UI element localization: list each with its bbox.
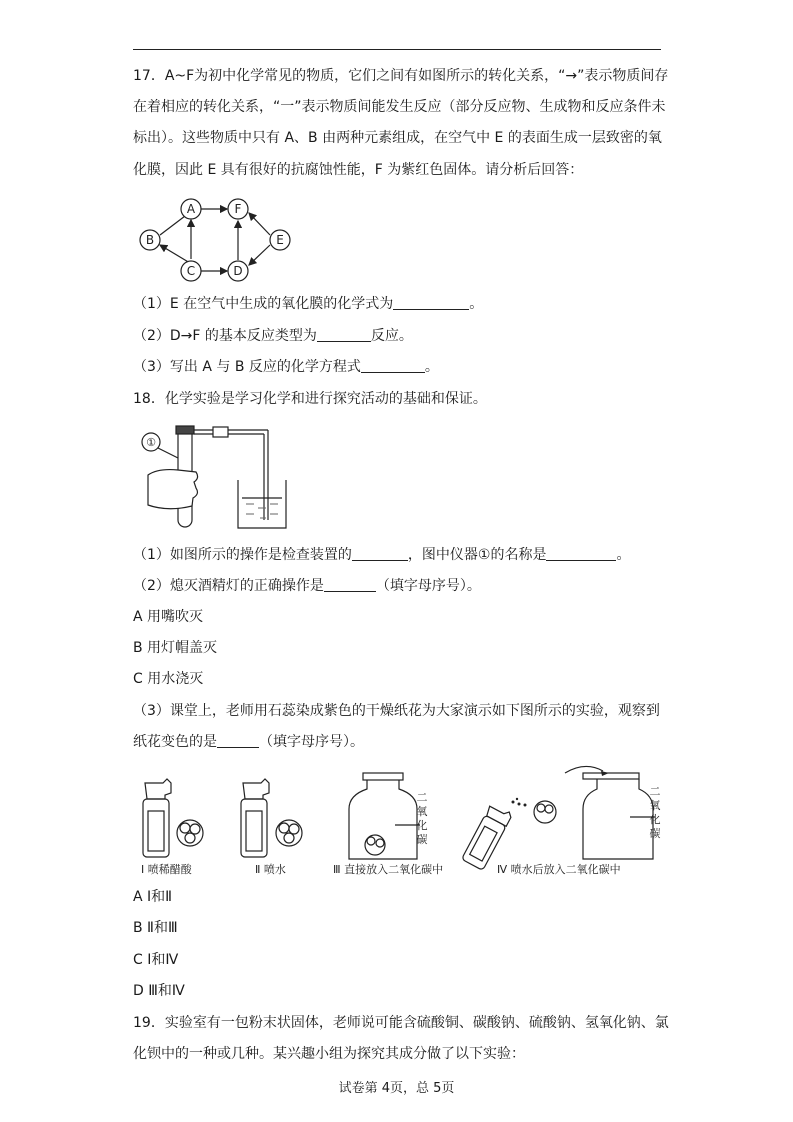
page-footer: 试卷第 4页，总 5页 xyxy=(338,1081,455,1096)
q17-sub2: （2）D→F 的基本反应类型为 反应。 xyxy=(133,328,413,344)
q17-sub1: （1）E 在空气中生成的氧化膜的化学式为 。 xyxy=(133,296,484,312)
q17-stem-line3: 标出）。这些物质中只有 A、B 由两种元素组成，在空气中 E 的表面生成一层致密的氧 xyxy=(133,130,662,146)
jar-label-char: 碳 xyxy=(649,827,661,840)
q18-sub3-line2: 纸花变色的是 （填字母序号）。 xyxy=(133,734,364,750)
answer-blank[interactable] xyxy=(324,577,376,592)
answer-blank[interactable] xyxy=(217,733,259,748)
option-b[interactable]: B 用灯帽盖灭 xyxy=(133,640,218,656)
option-d[interactable]: D Ⅲ和Ⅳ xyxy=(133,983,185,999)
litmus-paper-flower-experiment-figure xyxy=(135,755,665,880)
answer-blank[interactable] xyxy=(317,327,371,342)
answer-blank[interactable] xyxy=(352,546,408,561)
q18-stem: 18．化学实验是学习化学和进行探究活动的基础和保证。 xyxy=(133,391,487,407)
jar-label-char: 碳 xyxy=(416,833,428,846)
node-label: A xyxy=(186,202,196,216)
jar-label-char: 化 xyxy=(649,813,661,826)
header-rule xyxy=(133,49,661,50)
node-label: D xyxy=(233,264,243,278)
q18-sub1: （1）如图所示的操作是检查装置的 ，图中仪器①的名称是 。 xyxy=(133,547,631,563)
answer-blank[interactable] xyxy=(361,358,425,373)
option-c[interactable]: C 用水浇灭 xyxy=(133,671,204,687)
jar-label-char: 化 xyxy=(416,819,428,832)
caption-i: Ⅰ 喷稀醋酸 xyxy=(141,863,192,876)
option-c[interactable]: C Ⅰ和Ⅳ xyxy=(133,952,179,968)
airtightness-check-figure xyxy=(138,420,288,532)
q19-line2: 化钡中的一种或几种。某兴趣小组为探究其成分做了以下实验： xyxy=(133,1046,525,1062)
answer-blank[interactable] xyxy=(393,295,469,310)
option-a[interactable]: A 用嘴吹灭 xyxy=(133,609,204,625)
node-label: C xyxy=(186,264,196,278)
jar-label-char: 二 xyxy=(416,791,428,804)
q17-conversion-diagram xyxy=(135,195,295,285)
option-a[interactable]: A Ⅰ和Ⅱ xyxy=(133,889,173,905)
jar-label-char: 氧 xyxy=(649,799,661,812)
q17-stem-line2: 在着相应的转化关系，“一”表示物质间能发生反应（部分反应物、生成物和反应条件未 xyxy=(133,99,666,115)
caption-iv: Ⅳ 喷水后放入二氧化碳中 xyxy=(497,863,621,876)
caption-ii: Ⅱ 喷水 xyxy=(255,863,286,876)
q17-stem-line4: 化膜，因此 E 具有很好的抗腐蚀性能，F 为紫红色固体。请分析后回答： xyxy=(133,162,584,178)
node-label: B xyxy=(145,233,155,247)
q19-line1: 19．实验室有一包粉末状固体，老师说可能含硫酸铜、碳酸钠、硫酸钠、氢氧化钠、氯 xyxy=(133,1015,669,1031)
q17-sub3: （3）写出 A 与 B 反应的化学方程式 。 xyxy=(133,359,439,375)
caption-iii: Ⅲ 直接放入二氧化碳中 xyxy=(333,863,444,876)
q18-sub3-line1: （3）课堂上，老师用石蕊染成紫色的干燥纸花为大家演示如下图所示的实验，观察到 xyxy=(133,703,660,719)
answer-blank[interactable] xyxy=(546,546,616,561)
jar-label-char: 二 xyxy=(649,785,661,798)
instrument-number-label: ① xyxy=(146,436,156,449)
node-label: F xyxy=(234,202,242,216)
option-b[interactable]: B Ⅱ和Ⅲ xyxy=(133,920,178,936)
q17-stem-line1: 17．A~F为初中化学常见的物质，它们之间有如图所示的转化关系，“→”表示物质间存 xyxy=(133,68,669,84)
q18-sub2: （2）熄灭酒精灯的正确操作是 （填字母序号）。 xyxy=(133,578,481,594)
node-label: E xyxy=(276,233,284,247)
jar-label-char: 氧 xyxy=(416,805,428,818)
